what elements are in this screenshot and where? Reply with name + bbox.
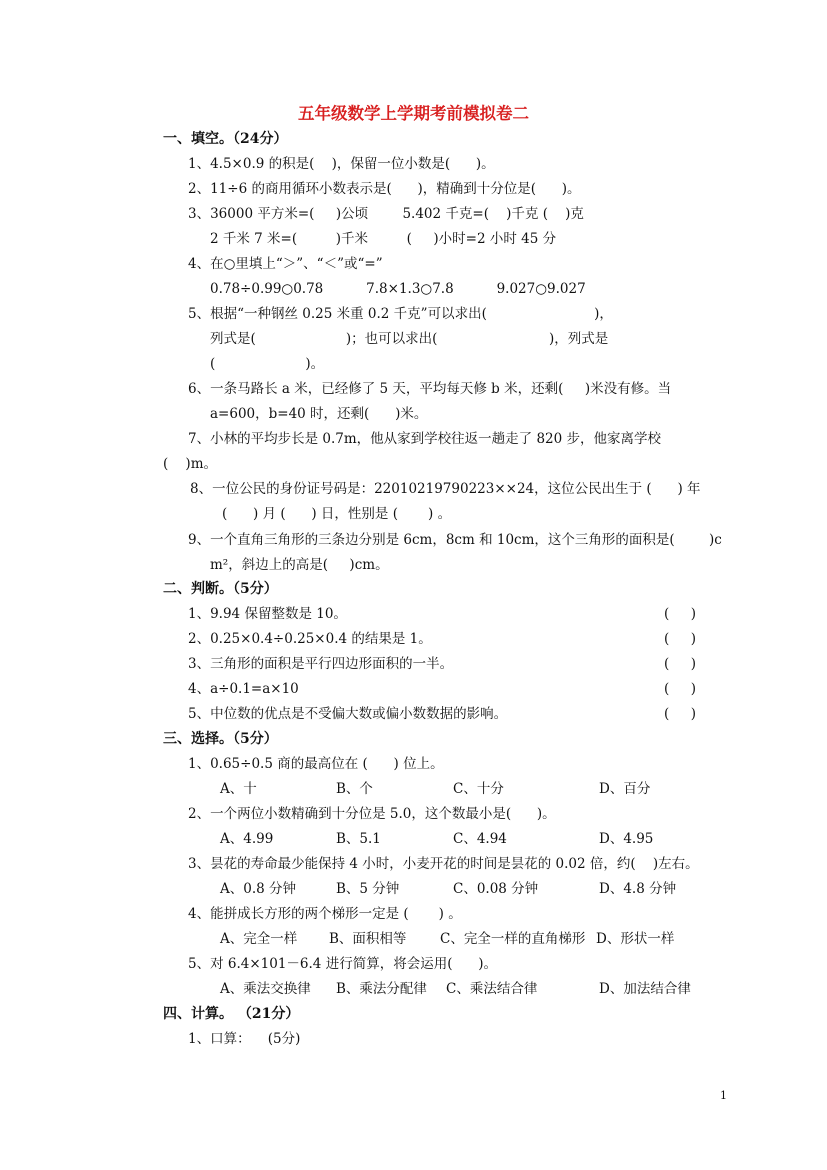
choice-option-a: A、0.8 分钟 bbox=[220, 881, 297, 897]
choice-question: 1、0.65÷0.5 商的最高位在 ( ) 位上。 bbox=[188, 756, 444, 772]
choice-question: 3、昙花的寿命最少能保持 4 小时，小麦开花的时间是昙花的 0.02 倍，约( )左右。 bbox=[188, 856, 699, 872]
fill-question: 8、一位公民的身份证号码是：22010219790223××24，这位公民出生于 ( ) 年 bbox=[190, 481, 701, 497]
choice-option-c: C、乘法结合律 bbox=[446, 981, 538, 997]
choice-option-a: A、十 bbox=[220, 781, 257, 797]
choice-option-c: C、4.94 bbox=[453, 831, 507, 847]
fill-question-cont: m²，斜边上的高是( )cm。 bbox=[210, 557, 389, 573]
fill-question: 6、一条马路长 a 米，已经修了 5 天，平均每天修 b 米，还剩( )米没有修。当 bbox=[188, 381, 672, 397]
choice-option-b: B、面积相等 bbox=[329, 931, 407, 947]
section-heading-judge: 二、判断。（5分） bbox=[163, 581, 278, 597]
fill-question: 7、小林的平均步长是 0.7m，他从家到学校往返一趟走了 820 步，他家离学校 bbox=[188, 431, 662, 447]
section-heading-fill: 一、填空。（24分） bbox=[163, 131, 288, 147]
choice-option-d: D、4.95 bbox=[599, 831, 654, 847]
judge-question: 1、9.94 保留整数是 10。 bbox=[188, 606, 347, 622]
fill-question-cont: ( ) 月 ( ) 日，性别是 ( ) 。 bbox=[222, 506, 452, 522]
judge-answer-bracket: ( ) bbox=[664, 606, 696, 622]
choice-option-a: A、乘法交换律 bbox=[220, 981, 311, 997]
choice-option-b: B、个 bbox=[336, 781, 373, 797]
choice-option-c: C、0.08 分钟 bbox=[453, 881, 539, 897]
fill-question-cont: 列式是( )；也可以求出( )，列式是 bbox=[210, 331, 609, 347]
fill-question-cont: 2 千米 7 米=( )千米 ( )小时=2 小时 45 分 bbox=[210, 231, 557, 247]
judge-question: 2、0.25×0.4÷0.25×0.4 的结果是 1。 bbox=[188, 631, 432, 647]
judge-answer-bracket: ( ) bbox=[664, 706, 696, 722]
fill-question-cont: a=600，b=40 时，还剩( )米。 bbox=[210, 406, 428, 422]
choice-option-d: D、4.8 分钟 bbox=[599, 881, 677, 897]
choice-option-c: C、完全一样的直角梯形 bbox=[440, 931, 586, 947]
section-heading-choice: 三、选择。（5分） bbox=[163, 731, 278, 747]
section-heading-calc: 四、计算。 （21分） bbox=[163, 1006, 300, 1022]
fill-question: 5、根据“一种钢丝 0.25 米重 0.2 千克”可以求出( )， bbox=[188, 306, 613, 322]
choice-option-b: B、5.1 bbox=[336, 831, 381, 847]
page-number: 1 bbox=[720, 1089, 727, 1102]
choice-option-c: C、十分 bbox=[453, 781, 504, 797]
judge-question: 3、三角形的面积是平行四边形面积的一半。 bbox=[188, 656, 454, 672]
fill-question-cont: ( )m。 bbox=[163, 456, 217, 472]
fill-question: 4、在○里填上“＞”、“＜”或“=” bbox=[188, 256, 383, 272]
page-title: 五年级数学上学期考前模拟卷二 bbox=[298, 104, 529, 123]
judge-question: 4、a÷0.1=a×10 bbox=[188, 681, 299, 697]
choice-question: 2、一个两位小数精确到十分位是 5.0，这个数最小是( )。 bbox=[188, 806, 556, 822]
choice-option-a: A、完全一样 bbox=[220, 931, 298, 947]
fill-question-cont: ( )。 bbox=[210, 356, 325, 372]
judge-answer-bracket: ( ) bbox=[664, 681, 696, 697]
choice-question: 5、对 6.4×101－6.4 进行简算，将会运用( )。 bbox=[188, 956, 497, 972]
judge-answer-bracket: ( ) bbox=[664, 631, 696, 647]
choice-question: 4、能拼成长方形的两个梯形一定是 ( ) 。 bbox=[188, 906, 462, 922]
fill-question: 1、4.5×0.9 的积是( )，保留一位小数是( )。 bbox=[188, 156, 495, 172]
choice-option-d: D、百分 bbox=[599, 781, 651, 797]
choice-option-a: A、4.99 bbox=[220, 831, 274, 847]
choice-option-b: B、乘法分配律 bbox=[336, 981, 427, 997]
fill-question-cont: 0.78÷0.99○0.78 7.8×1.3○7.8 9.027○9.027 bbox=[210, 281, 586, 297]
judge-question: 5、中位数的优点是不受偏大数或偏小数数据的影响。 bbox=[188, 706, 508, 722]
choice-option-b: B、5 分钟 bbox=[336, 881, 400, 897]
fill-question: 3、36000 平方米=( )公顷 5.402 千克=( )千克 ( )克 bbox=[188, 206, 584, 222]
judge-answer-bracket: ( ) bbox=[664, 656, 696, 672]
choice-option-d: D、形状一样 bbox=[596, 931, 675, 947]
fill-question: 2、11÷6 的商用循环小数表示是( )，精确到十分位是( )。 bbox=[188, 181, 581, 197]
fill-question: 9、一个直角三角形的三条边分别是 6cm，8cm 和 10cm，这个三角形的面积是( )c bbox=[188, 532, 722, 548]
choice-option-d: D、加法结合律 bbox=[599, 981, 691, 997]
calc-question: 1、口算： (5分) bbox=[188, 1031, 301, 1047]
